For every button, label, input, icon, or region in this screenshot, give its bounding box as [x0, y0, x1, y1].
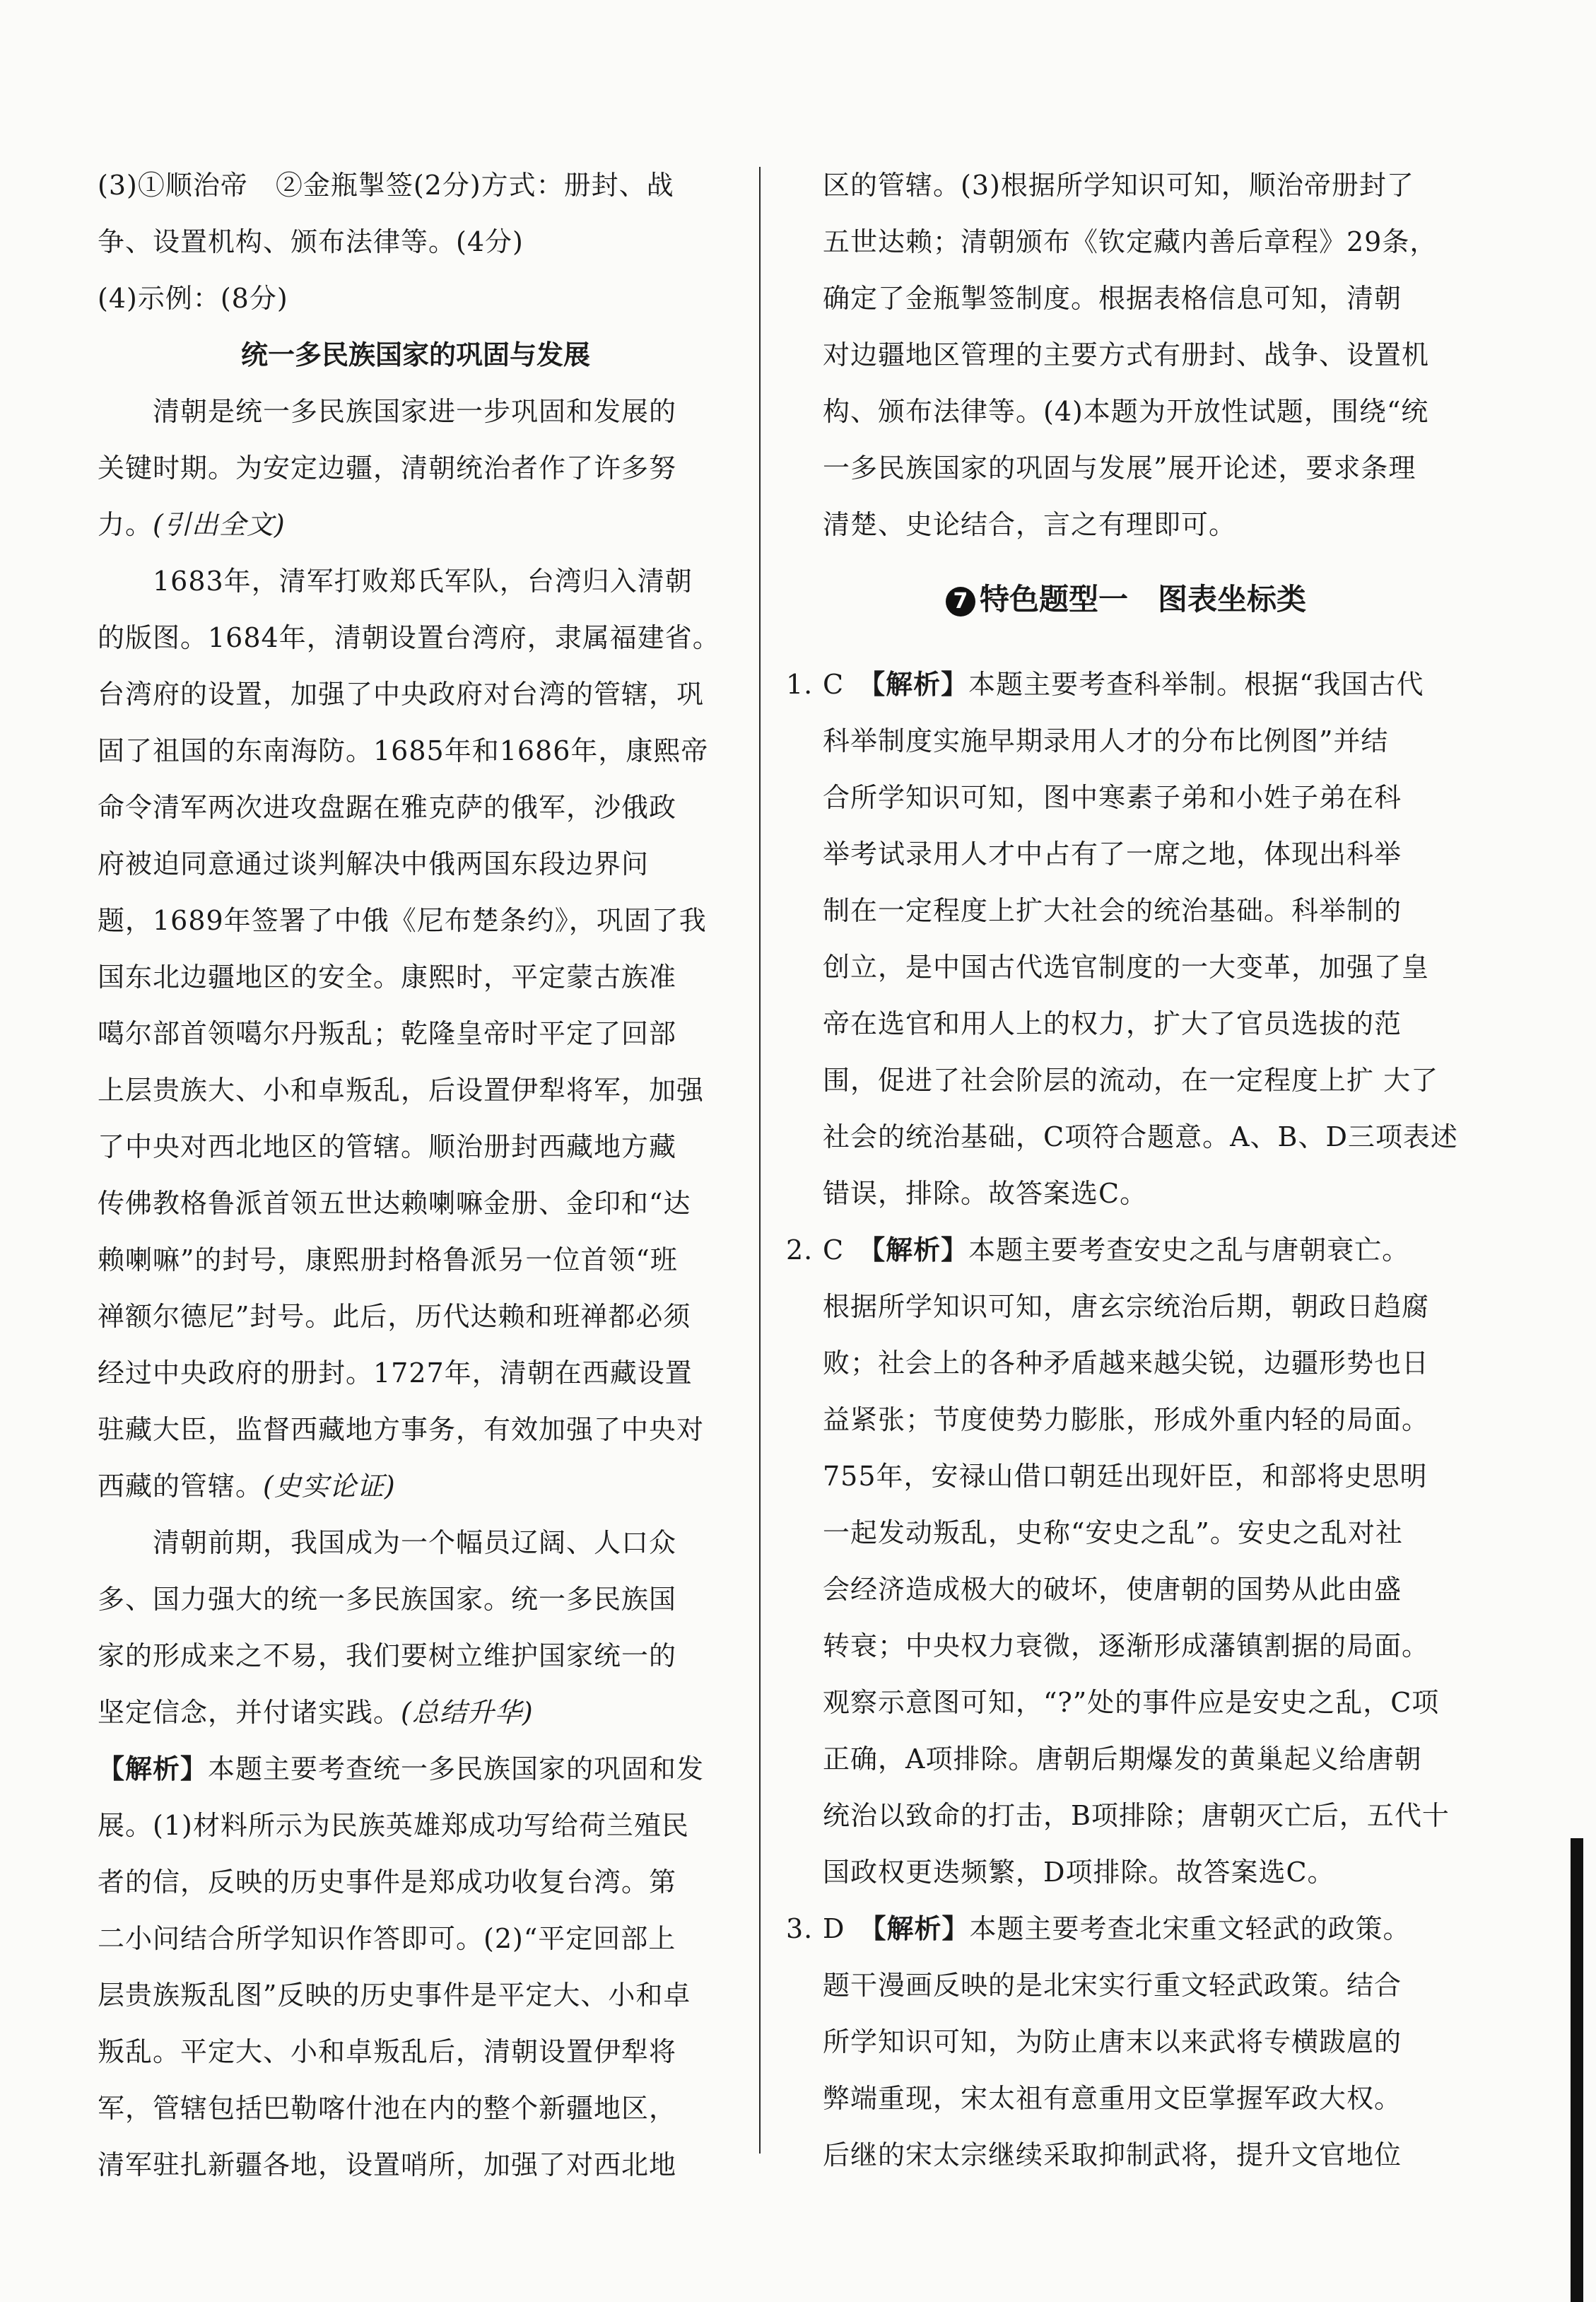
text-line: 者的信，反映的历史事件是郑成功收复台湾。第 — [98, 1866, 677, 1898]
text-line: 多、国力强大的统一多民族国家。统一多民族国 — [98, 1584, 677, 1615]
text-span: 本题主要考查统一多民族国家的巩固和发 — [208, 1753, 705, 1784]
column-divider — [759, 167, 761, 2154]
text-line: 根据所学知识可知，唐玄宗统治后期，朝政日趋腐 — [823, 1291, 1430, 1322]
text-line — [786, 1222, 1466, 1278]
text-line: 科举制度实施早期录用人才的分布比例图”并结 — [823, 725, 1389, 756]
text-line: 创立，是中国古代选官制度的一大变革，加强了皇 — [823, 952, 1430, 983]
section-heading — [786, 571, 1466, 628]
text-line: 1683年，清军打败郑氏军队，台湾归入清朝 — [153, 566, 693, 597]
text-line: 的版图。1684年，清朝设置台湾府，隶属福建省。 — [98, 622, 720, 653]
analysis-block — [98, 1741, 734, 2193]
text-line — [98, 1458, 734, 1514]
text-line: 上层贵族大、小和卓叛乱，后设置伊犁将军，加强 — [98, 1075, 705, 1106]
text-line: 所学知识可知，为防止唐末以来武将专横跋扈的 — [823, 2026, 1402, 2057]
essay-paragraph-1 — [98, 383, 734, 553]
text-line: 层贵族叛乱图”反映的历史事件是平定大、小和卓 — [98, 1980, 691, 2011]
question-3 — [786, 1900, 1466, 2183]
analysis-tag: 【解析】 — [872, 1913, 970, 1944]
analysis-tag: 【解析】 — [872, 669, 969, 700]
text-line: 军，管辖包括巴勒喀什池在内的整个新疆地区， — [98, 2093, 677, 2124]
text-line — [786, 1900, 1466, 1957]
text-line: 经过中央政府的册封。1727年，清朝在西藏设置 — [98, 1357, 693, 1389]
text-line: 驻藏大臣，监督西藏地方事务，有效加强了中央对 — [98, 1414, 705, 1445]
text-line: 国政权更迭频繁，D项排除。故答案选C。 — [823, 1857, 1335, 1888]
text-line: 对边疆地区管理的主要方式有册封、战争、设置机 — [823, 339, 1430, 370]
answer-line: (3)①顺治帝 ②金瓶掣签(2分)方式：册封、战 — [98, 170, 674, 201]
text-line: 合所学知识可知，图中寒素子弟和小姓子弟在科 — [823, 782, 1402, 813]
text-line: 清朝前期，我国成为一个幅员辽阔、人口众 — [153, 1527, 677, 1558]
text-line: 关键时期。为安定边疆，清朝统治者作了许多努 — [98, 452, 677, 484]
text-line: 清楚、史论结合，言之有理即可。 — [823, 509, 1237, 540]
text-line: 五世达赖；清朝颁布《钦定藏内善后章程》29条， — [823, 226, 1438, 257]
essay-note: (史实论证) — [263, 1471, 396, 1502]
text-line: 会经济造成极大的破坏，使唐朝的国势从此由盛 — [823, 1574, 1402, 1605]
answer-letter: C — [823, 1234, 845, 1266]
text-line: 观察示意图可知，“?”处的事件应是安史之乱，C项 — [823, 1687, 1440, 1718]
answer-letter: D — [823, 1913, 845, 1944]
analysis-tag: 【解析】 — [98, 1753, 209, 1784]
section-number-badge: 7 — [946, 587, 975, 617]
text-line: 围，促进了社会阶层的流动，在一定程度上扩 大了 — [823, 1065, 1439, 1096]
text-line: 弊端重现，宋太祖有意重用文臣掌握军政大权。 — [823, 2083, 1402, 2114]
text-line: 举考试录用人才中占有了一席之地，体现出科举 — [823, 839, 1402, 870]
text-line: 命令清军两次进攻盘踞在雅克萨的俄军，沙俄政 — [98, 792, 677, 823]
text-line: 一起发动叛乱，史称“安史之乱”。安史之乱对社 — [823, 1517, 1403, 1548]
text-line: 一多民族国家的巩固与发展”展开论述，要求条理 — [823, 452, 1416, 484]
text-line: 禅额尔德尼”封号。此后，历代达赖和班禅都必须 — [98, 1301, 691, 1332]
text-line: 统治以致命的打击，B项排除；唐朝灭亡后，五代十 — [823, 1800, 1450, 1831]
right-column — [786, 157, 1466, 2183]
answer-letter: C — [823, 669, 845, 700]
text-line: 固了祖国的东南海防。1685年和1686年，康熙帝 — [98, 735, 709, 766]
text-line: 赖喇嘛”的封号，康熙册封格鲁派另一位首领“班 — [98, 1244, 678, 1275]
text-line: 构、颁布法律等。(4)本题为开放性试题，围绕“统 — [823, 396, 1429, 427]
essay-title: 统一多民族国家的巩固与发展 — [240, 339, 590, 370]
text-line: 了中央对西北地区的管辖。顺治册封西藏地方藏 — [98, 1131, 677, 1162]
question-number: 3. — [786, 1913, 814, 1944]
text-line: 噶尔部首领噶尔丹叛乱；乾隆皇帝时平定了回部 — [98, 1018, 677, 1049]
text-line: 败；社会上的各种矛盾越来越尖锐，边疆形势也日 — [823, 1348, 1430, 1379]
text-line: 区的管辖。(3)根据所学知识可知，顺治帝册封了 — [823, 170, 1414, 201]
text-line — [98, 496, 734, 553]
text-line: 叛乱。平定大、小和卓叛乱后，清朝设置伊犁将 — [98, 2036, 677, 2067]
text-line: 展。(1)材料所示为民族英雄郑成功写给荷兰殖民 — [98, 1810, 689, 1841]
text-span: 坚定信念，并付诸实践。 — [98, 1697, 401, 1728]
scan-edge-shadow — [1571, 1838, 1583, 2302]
text-line: 府被迫同意通过谈判解决中俄两国东段边界问 — [98, 848, 650, 880]
essay-paragraph-2 — [98, 553, 734, 1514]
text-line: 清军驻扎新疆各地，设置哨所，加强了对西北地 — [98, 2149, 677, 2180]
text-line: 帝在选官和用人上的权力，扩大了官员选拔的范 — [823, 1008, 1402, 1039]
essay-paragraph-3 — [98, 1514, 734, 1741]
question-number: 1. — [786, 669, 814, 700]
left-column — [98, 157, 734, 2193]
text-line: 755年，安禄山借口朝廷出现奸臣，和部将史思明 — [823, 1461, 1428, 1492]
text-line: 家的形成来之不易，我们要树立维护国家统一的 — [98, 1640, 677, 1671]
text-line: 确定了金瓶掣签制度。根据表格信息可知，清朝 — [823, 283, 1402, 314]
text-span: 本题主要考查安史之乱与唐朝衰亡。 — [968, 1234, 1410, 1266]
text-line — [98, 1684, 734, 1741]
answer-line: (4)示例：(8分) — [98, 283, 288, 314]
analysis-tag: 【解析】 — [872, 1234, 969, 1266]
question-number: 2. — [786, 1234, 814, 1266]
text-line: 正确，A项排除。唐朝后期爆发的黄巢起义给唐朝 — [823, 1743, 1422, 1775]
text-span: 西藏的管辖。 — [98, 1471, 264, 1502]
text-line: 益紧张；节度使势力膨胀，形成外重内轻的局面。 — [823, 1404, 1430, 1435]
text-line: 国东北边疆地区的安全。康熙时，平定蒙古族准 — [98, 962, 677, 993]
text-line: 后继的宋太宗继续采取抑制武将，提升文官地位 — [823, 2139, 1402, 2170]
essay-note: (总结升华) — [401, 1697, 534, 1728]
text-line: 社会的统治基础，C项符合题意。A、B、D三项表述 — [823, 1121, 1458, 1152]
text-span: 力。 — [98, 509, 153, 540]
text-span: 本题主要考查北宋重文轻武的政策。 — [969, 1913, 1411, 1944]
text-line — [98, 1741, 734, 1797]
text-line: 转衰；中央权力衰微，逐渐形成藩镇割据的局面。 — [823, 1630, 1430, 1661]
text-line — [786, 656, 1466, 713]
section-title: 特色题型一 图表坐标类 — [979, 582, 1306, 617]
text-line: 清朝是统一多民族国家进一步巩固和发展的 — [153, 396, 677, 427]
question-2 — [786, 1222, 1466, 1900]
text-line: 台湾府的设置，加强了中央政府对台湾的管辖，巩 — [98, 679, 705, 710]
analysis-continuation — [786, 157, 1466, 553]
text-span: 本题主要考查科举制。根据“我国古代 — [968, 669, 1424, 700]
text-line: 题干漫画反映的是北宋实行重文轻武政策。结合 — [823, 1970, 1402, 2001]
text-line: 题，1689年签署了中俄《尼布楚条约》，巩固了我 — [98, 905, 707, 936]
question-1 — [786, 656, 1466, 1222]
essay-note: (引出全文) — [153, 509, 286, 540]
text-line: 错误，排除。故答案选C。 — [823, 1178, 1148, 1209]
text-line: 制在一定程度上扩大社会的统治基础。科举制的 — [823, 895, 1402, 926]
text-line: 传佛教格鲁派首领五世达赖喇嘛金册、金印和“达 — [98, 1188, 691, 1219]
answer-line: 争、设置机构、颁布法律等。(4分) — [98, 226, 524, 257]
text-line: 二小问结合所学知识作答即可。(2)“平定回部上 — [98, 1923, 676, 1954]
